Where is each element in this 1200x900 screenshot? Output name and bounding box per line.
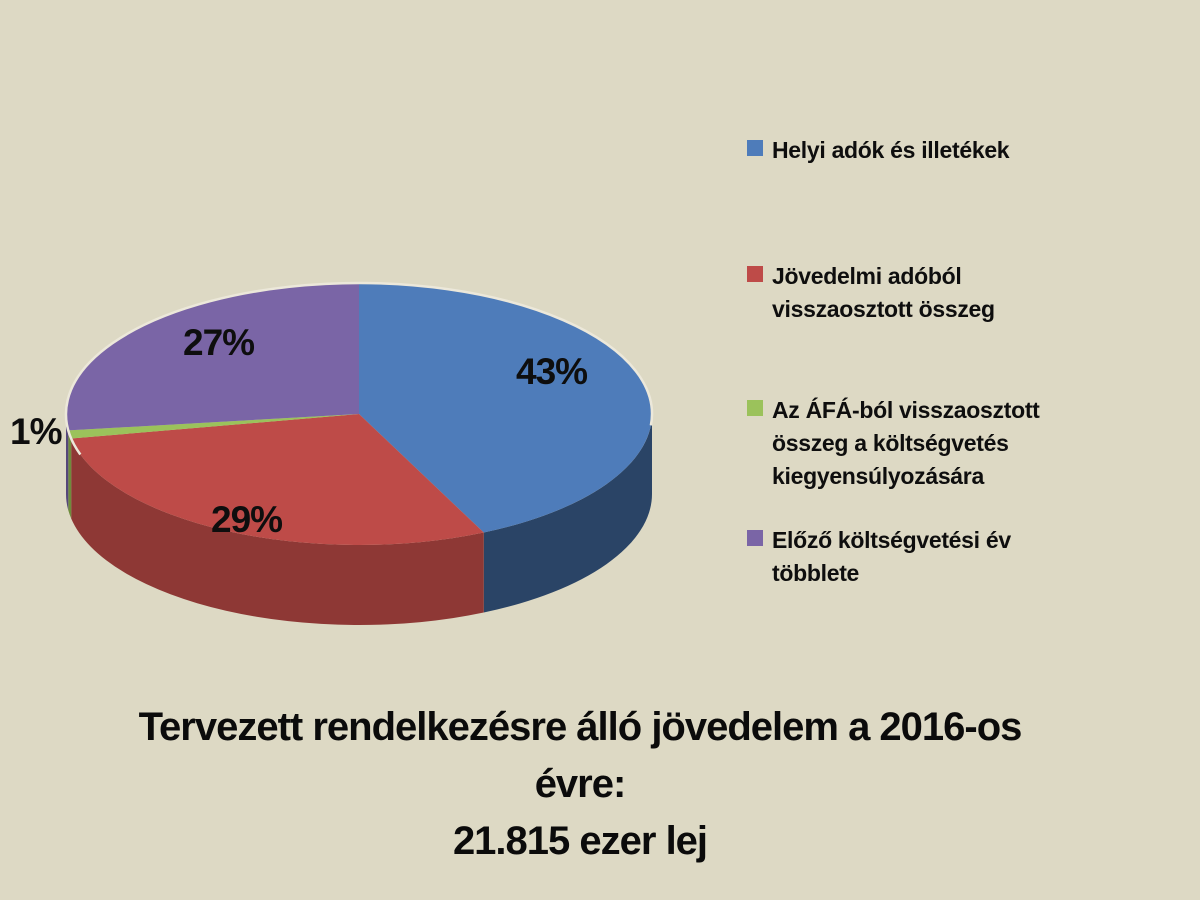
legend-swatch-red — [747, 266, 763, 282]
legend-swatch-green — [747, 400, 763, 416]
pie-percent-label-1: 1% — [10, 411, 62, 452]
legend-label: Jövedelmi adóból visszaosztott összeg — [772, 263, 995, 322]
pie-percent-label-43: 43% — [516, 351, 588, 392]
legend-item-helyi-adok — [747, 134, 1099, 167]
legend-label: Az ÁFÁ-ból visszaosztott összeg a költségvetés kiegyensúlyozására — [772, 397, 1040, 489]
legend-item-afa — [747, 394, 1099, 493]
pie-percent-label-27: 27% — [183, 322, 255, 363]
legend-swatch-blue — [747, 140, 763, 156]
legend-swatch-purple — [747, 530, 763, 546]
chart-title-line-1: Tervezett rendelkezésre álló jövedelem a 2016-os — [138, 705, 1022, 749]
legend-label: Helyi adók és illetékek — [772, 137, 1010, 163]
legend-item-elozo-ev — [747, 524, 1099, 590]
chart-title — [20, 699, 1140, 870]
chart-title-line-2: évre: — [534, 762, 626, 806]
pie-percent-label-29: 29% — [211, 499, 283, 540]
legend-item-jovedelmi-ado — [747, 260, 1099, 326]
chart-title-line-3: 21.815 ezer lej — [452, 819, 708, 863]
legend-label: Előző költségvetési év többlete — [772, 527, 1011, 586]
